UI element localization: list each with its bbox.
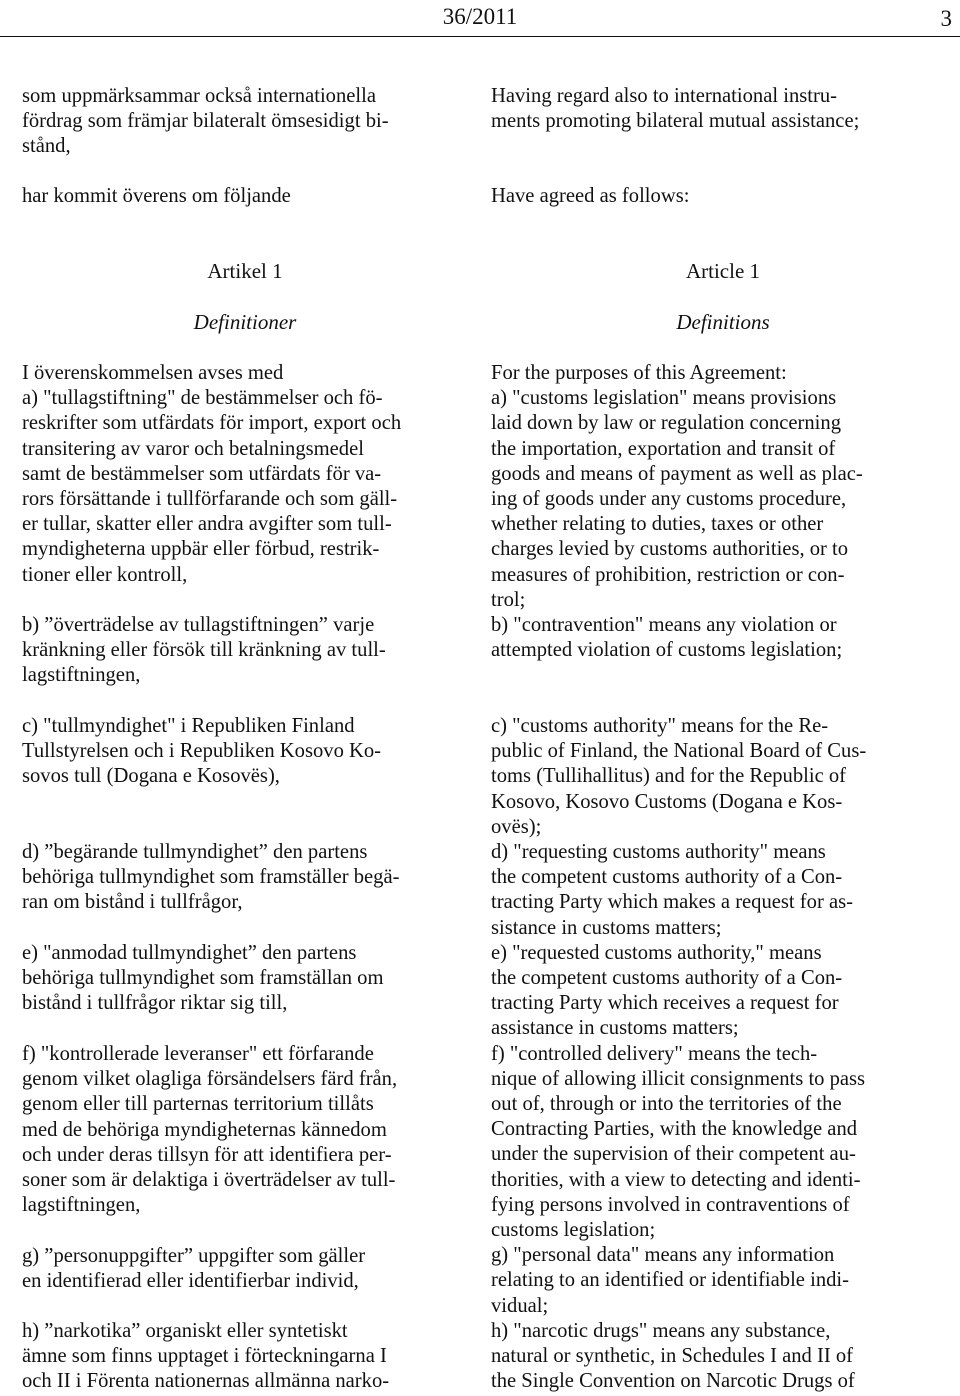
text-line: a) "customs legislation" means provisions (491, 387, 837, 410)
text-line: ing of goods under any customs procedure, (491, 488, 847, 511)
page-number: 3 (940, 6, 952, 31)
text-line: med de behöriga myndigheternas kännedom (22, 1118, 387, 1141)
text-line: b) "contravention" means any violation or (491, 614, 837, 637)
text-line: ran om bistånd i tullfrågor, (22, 891, 243, 914)
text-line: som uppmärksammar också internationella (22, 85, 376, 107)
text-line: the competent customs authority of a Con- (491, 967, 843, 990)
header-divider (0, 36, 960, 37)
text-line: out of, through or into the territories of the (491, 1093, 842, 1116)
text-line: f) "controlled delivery" means the tech- (491, 1042, 818, 1065)
text-line: soner som är delaktiga i överträdelser av tull- (22, 1169, 396, 1192)
issue-number: 36/2011 (442, 4, 518, 29)
text-line: genom vilket olagliga försändelsers färd från, (22, 1068, 398, 1091)
text-line: vidual; (491, 1294, 549, 1317)
text-line: trol; (491, 588, 526, 611)
text-line: fying persons involved in contraventions of (491, 1193, 850, 1216)
text-line: e) "anmodad tullmyndighet” den partens (22, 942, 357, 964)
sv-article-title: Definitioner (193, 310, 297, 334)
text-line: ments promoting bilateral mutual assistance; (491, 110, 860, 133)
text-line: I överenskommelsen avses med (22, 362, 284, 384)
text-line: customs legislation; (491, 1219, 656, 1242)
text-line: whether relating to duties, taxes or other (491, 513, 824, 536)
sv-definition-f (22, 1042, 468, 1218)
text-line: fördrag som främjar bilateralt ömsesidigt bi- (22, 110, 389, 133)
text-line: d) ”begärande tullmyndighet” den partens (22, 841, 368, 863)
sv-definition-b (22, 613, 468, 689)
sv-agreed-paragraph: har kommit överens om följande (22, 185, 291, 207)
en-article-heading: Article 1 (685, 259, 761, 283)
text-line: Having regard also to international instru- (491, 85, 837, 107)
text-line: transitering av varor och betalningsmedel (22, 437, 364, 460)
text-line: behöriga tullmyndighet som framställan om (22, 967, 384, 990)
text-line: attempted violation of customs legislation; (491, 639, 843, 662)
text-line: Contracting Parties, with the knowledge and (491, 1118, 858, 1141)
text-line: g) "personal data" means any information (491, 1244, 835, 1267)
sv-definition-d (22, 840, 468, 916)
text-line: sovos tull (Dogana e Kosovës), (22, 765, 280, 788)
text-line: myndigheterna uppbär eller förbud, restrik- (22, 538, 380, 561)
text-line: Tullstyrelsen och i Republiken Kosovo Ko- (22, 740, 382, 763)
text-line: c) "customs authority" means for the Re- (491, 715, 829, 737)
text-line: kränkning eller försök till kränkning av tull- (22, 639, 386, 662)
text-line: toms (Tullihallitus) and for the Republic of (491, 765, 847, 788)
text-line: bistånd i tullfrågor riktar sig till, (22, 992, 288, 1015)
text-line: relating to an identified or identifiable indi- (491, 1269, 849, 1292)
text-line: c) "tullmyndighet" i Republiken Finland (22, 715, 355, 737)
text-line: thorities, with a view to detecting and identi- (491, 1168, 861, 1191)
text-line: public of Finland, the National Board of Cus- (491, 740, 867, 763)
text-line: och under deras tillsyn för att identifiera per- (22, 1143, 392, 1166)
text-line: charges levied by customs authorities, or to (491, 538, 849, 561)
page-header (0, 0, 960, 44)
text-line: b) ”överträdelse av tullagstiftningen” varje (22, 614, 375, 636)
text-line: h) "narcotic drugs" means any substance, (491, 1319, 831, 1342)
sv-definition-e (22, 941, 468, 1017)
text-line: h) ”narkotika” organiskt eller syntetiskt (22, 1320, 348, 1342)
text-line: reskrifter som utfärdats för import, export och (22, 412, 402, 435)
sv-definition-h (22, 1319, 468, 1395)
text-line: laid down by law or regulation concerning (491, 412, 841, 435)
text-line: For the purposes of this Agreement: (491, 362, 787, 384)
text-line: e) "requested customs authority," means (491, 941, 822, 964)
text-line: stånd, (22, 135, 71, 158)
text-line: the importation, exportation and transit of (491, 437, 836, 460)
en-agreed-paragraph: Have agreed as follows: (491, 185, 690, 207)
sv-definition-a (22, 361, 468, 588)
text-line: goods and means of payment as well as plac- (491, 462, 863, 485)
text-line: ämne som finns upptaget i förteckningarna I (22, 1345, 387, 1368)
text-line: er tullar, skatter eller andra avgifter som tull- (22, 513, 392, 536)
en-intro-paragraph (491, 84, 955, 134)
text-line: d) "requesting customs authority" means (491, 841, 826, 864)
sv-definition-g (22, 1244, 468, 1294)
sv-intro-paragraph (22, 84, 468, 160)
text-line: genom eller till parternas territorium tillåts (22, 1093, 374, 1116)
text-line: tracting Party which makes a request for as- (491, 891, 853, 914)
text-line: en identifierad eller identifierbar individ, (22, 1270, 359, 1293)
text-line: ovës); (491, 815, 542, 838)
text-line: a) "tullagstiftning" de bestämmelser och fö- (22, 387, 383, 410)
en-definitions-c-h (491, 714, 955, 1394)
text-line: tracting Party which receives a request for (491, 992, 839, 1015)
text-line: Kosovo, Kosovo Customs (Dogana e Kos- (491, 790, 843, 813)
text-line: och II i Förenta nationernas allmänna narko- (22, 1370, 390, 1393)
text-line: assistance in customs matters; (491, 1017, 739, 1040)
text-line: the Single Convention on Narcotic Drugs of (491, 1370, 855, 1393)
text-line: nique of allowing illicit consignments to pass (491, 1067, 866, 1090)
sv-article-heading: Artikel 1 (207, 259, 283, 283)
text-line: g) ”personuppgifter” uppgifter som gäller (22, 1245, 366, 1267)
text-line: natural or synthetic, in Schedules I and II of (491, 1345, 853, 1368)
text-line: measures of prohibition, restriction or con- (491, 563, 845, 586)
en-article-title: Definitions (676, 310, 770, 334)
text-line: the competent customs authority of a Con- (491, 866, 843, 889)
text-line: sistance in customs matters; (491, 916, 722, 939)
text-line: tioner eller kontroll, (22, 563, 188, 586)
sv-definition-c (22, 714, 468, 790)
text-line: samt de bestämmelser som utfärdats för va- (22, 462, 382, 485)
text-line: under the supervision of their competent au- (491, 1143, 856, 1166)
text-line: behöriga tullmyndighet som framställer begä- (22, 866, 400, 889)
text-line: rors försättande i tullförfarande och som gäll- (22, 488, 398, 511)
text-line: lagstiftningen, (22, 664, 141, 687)
en-definitions-a-b (491, 361, 955, 663)
text-line: lagstiftningen, (22, 1194, 141, 1217)
text-line: f) "kontrollerade leveranser" ett förfarande (22, 1043, 374, 1065)
